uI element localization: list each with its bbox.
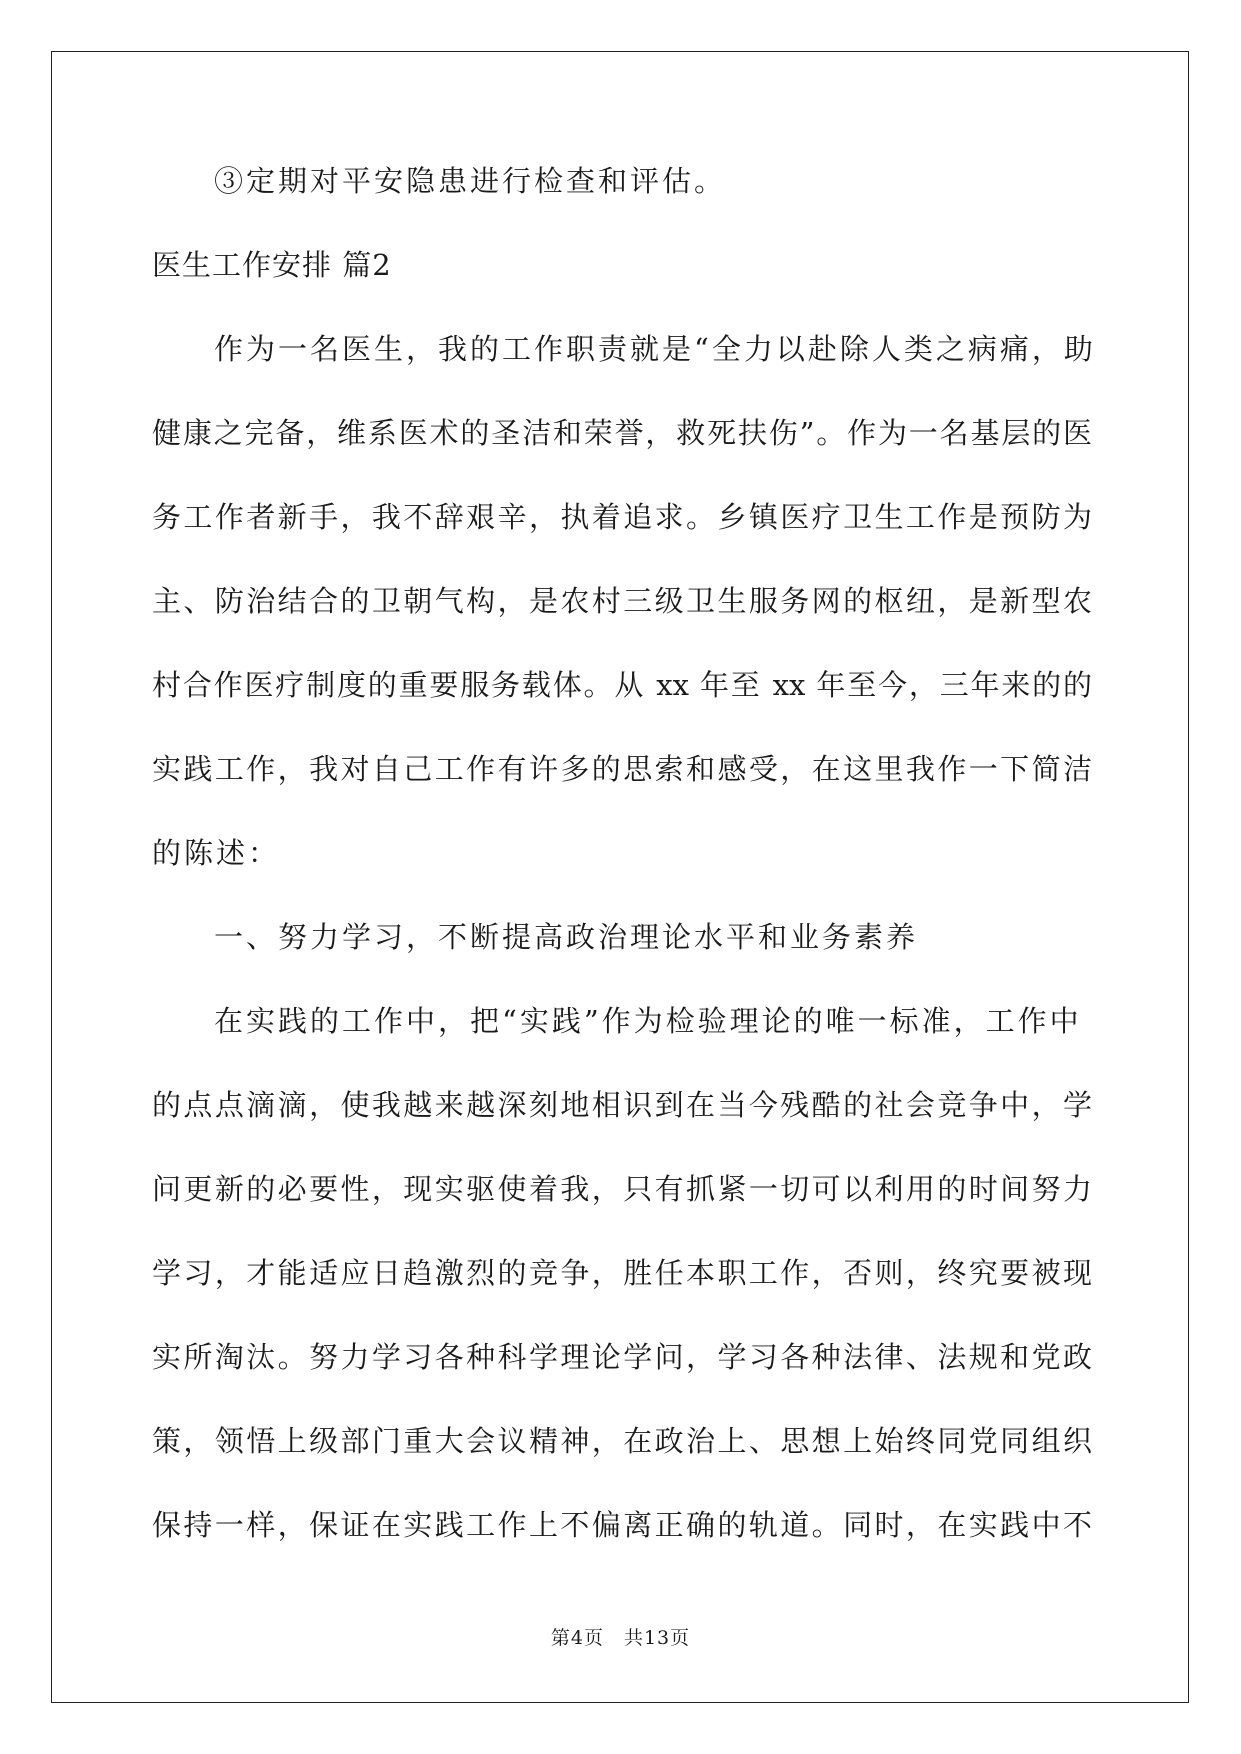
document-body xyxy=(152,160,1096,1588)
paragraph-line: 学习，才能适应日趋激烈的竞争，胜任本职工作，否则，终究要被现 xyxy=(152,1256,1092,1290)
section-heading: 医生工作安排 篇2 xyxy=(152,248,392,282)
paragraph-line: 在实践的工作中，把“实践”作为检验理论的唯一标准，工作中 xyxy=(214,1004,1082,1038)
paragraph-line: ③定期对平安隐患进行检查和评估。 xyxy=(214,164,727,198)
paragraph-line: 一、努力学习，不断提高政治理论水平和业务素养 xyxy=(214,920,919,954)
paragraph-line: 的陈述： xyxy=(152,836,281,870)
paragraph-line: 实践工作，我对自己工作有许多的思索和感受，在这里我作一下简洁 xyxy=(152,752,1092,786)
paragraph-line: 村合作医疗制度的重要服务载体。从 xx 年至 xx 年至今，三年来的的 xyxy=(152,668,1092,702)
paragraph-line: 务工作者新手，我不辞艰辛，执着追求。乡镇医疗卫生工作是预防为 xyxy=(152,500,1092,534)
paragraph-line: 问更新的必要性，现实驱使着我，只有抓紧一切可以利用的时间努力 xyxy=(152,1172,1092,1206)
paragraph-line: 实所淘汰。努力学习各种科学理论学问，学习各种法律、法规和党政 xyxy=(152,1340,1092,1374)
page-number-footer: 第4页 共13页 xyxy=(550,1627,691,1649)
paragraph-line: 策，领悟上级部门重大会议精神，在政治上、思想上始终同党同组织 xyxy=(152,1424,1092,1458)
paragraph-line: 的点点滴滴，使我越来越深刻地相识到在当今残酷的社会竞争中，学 xyxy=(152,1088,1092,1122)
paragraph-line: 作为一名医生，我的工作职责就是“全力以赴除人类之病痛，助 xyxy=(214,332,1096,366)
paragraph-line: 主、防治结合的卫朝气构，是农村三级卫生服务网的枢纽，是新型农 xyxy=(152,584,1092,618)
paragraph-line: 健康之完备，维系医术的圣洁和荣誉，救死扶伤”。作为一名基层的医 xyxy=(152,416,1092,450)
paragraph-line: 保持一样，保证在实践工作上不偏离正确的轨道。同时，在实践中不 xyxy=(152,1508,1092,1542)
